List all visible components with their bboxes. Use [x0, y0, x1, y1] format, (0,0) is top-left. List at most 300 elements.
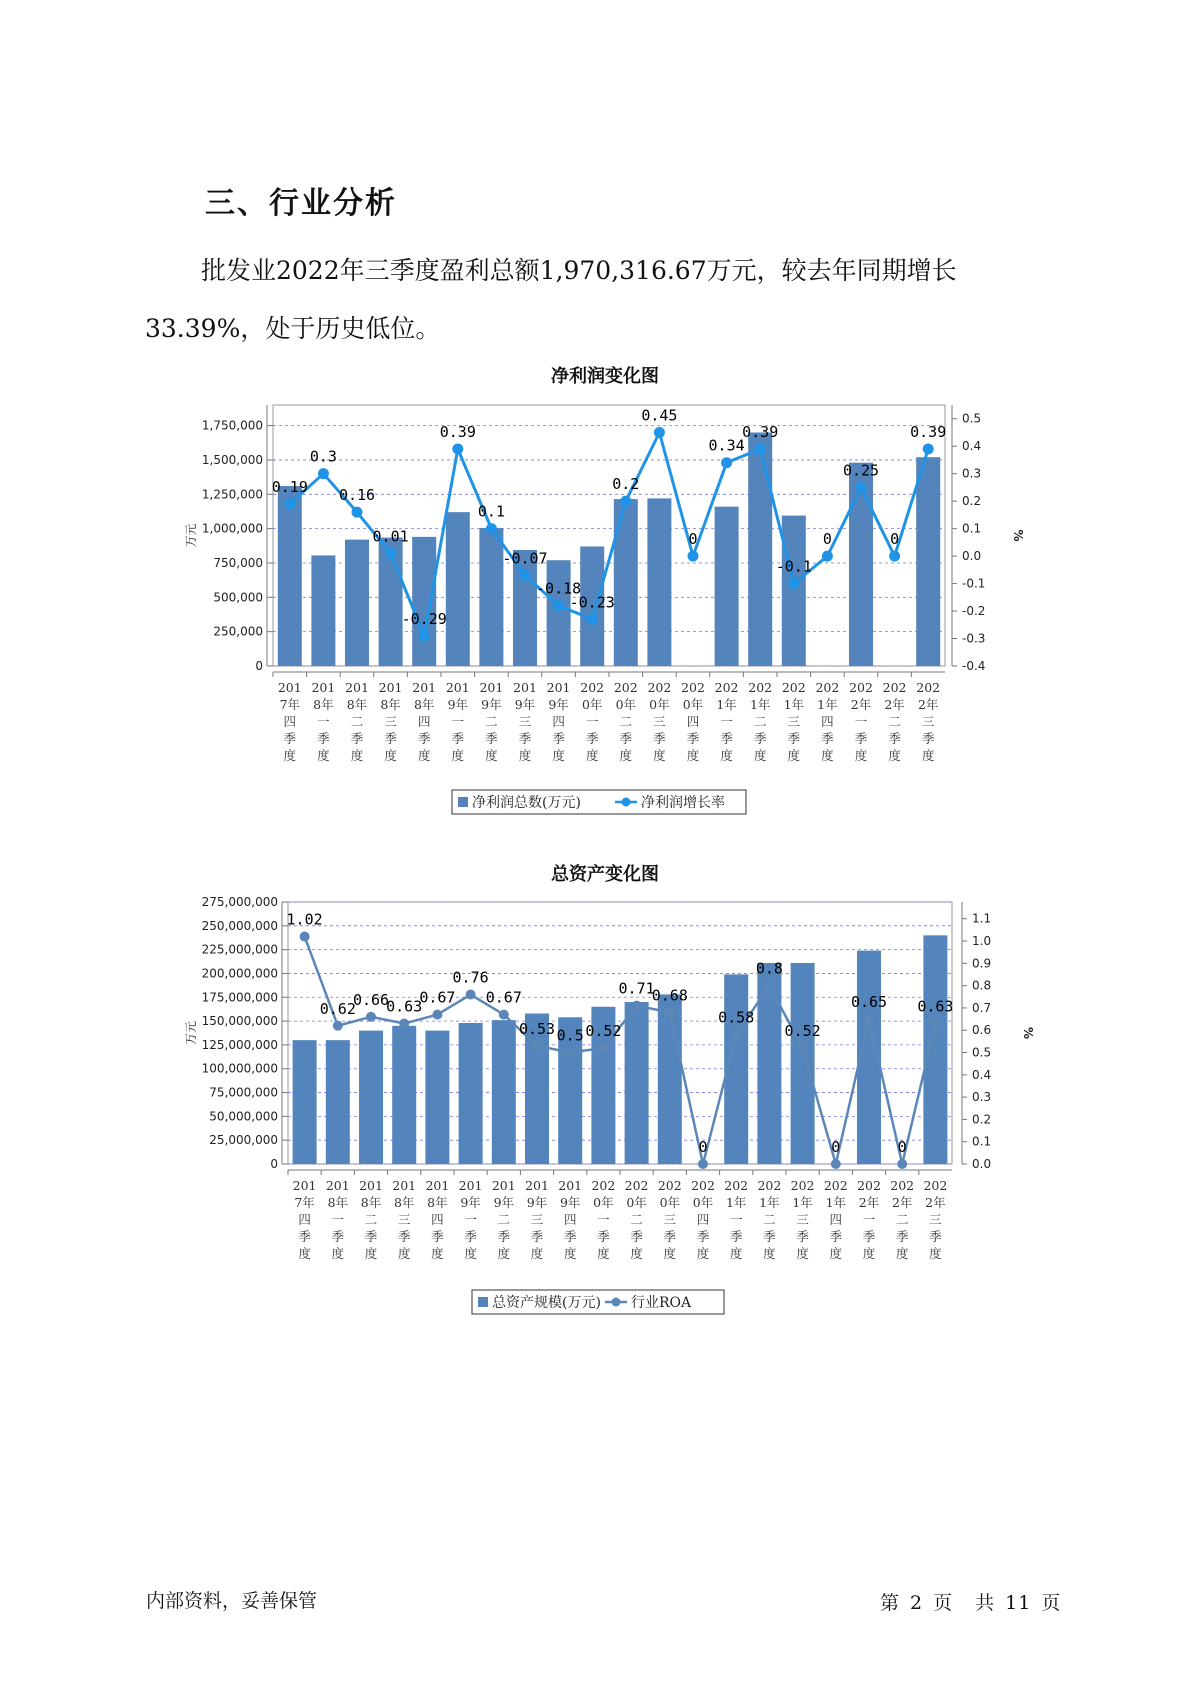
- ta-x-tick-label: 9年: [526, 1195, 548, 1210]
- ta-line-point: [764, 981, 774, 991]
- ta-x-tick-label: 0年: [659, 1195, 681, 1210]
- ta-y2-tick-label: 0.6: [972, 1023, 992, 1038]
- np-x-tick-label: 9年: [514, 697, 536, 712]
- np-x-tick-label: 度: [653, 748, 666, 763]
- np-x-tick-label: 季: [283, 731, 297, 746]
- np-x-tick-label: 度: [921, 748, 935, 763]
- np-x-tick-label: 201: [378, 680, 403, 695]
- ta-x-tick-label: 201: [558, 1178, 583, 1193]
- np-bar: [748, 432, 772, 666]
- page-number: 2: [910, 1592, 924, 1614]
- np-line-point: [822, 551, 833, 562]
- ta-data-label: 0.63: [386, 997, 423, 1016]
- ta-y2-tick-label: 1.1: [972, 911, 992, 926]
- np-line-point: [923, 443, 934, 454]
- ta-x-tick-label: 季: [397, 1229, 411, 1244]
- ta-x-tick-label: 一: [331, 1212, 345, 1227]
- np-line-point: [788, 578, 799, 589]
- ta-x-tick-label: 季: [763, 1229, 776, 1244]
- ta-x-tick-label: 201: [458, 1178, 483, 1193]
- ta-x-tick-label: 8年: [360, 1195, 382, 1210]
- np-x-tick-label: 度: [585, 748, 599, 763]
- ta-x-tick-label: 201: [491, 1178, 516, 1193]
- np-bar: [849, 463, 873, 666]
- np-line-point: [889, 551, 900, 562]
- np-x-tick-label: 201: [479, 680, 504, 695]
- np-x-tick-label: 201: [445, 680, 470, 695]
- np-y-tick-label: 1,000,000: [201, 521, 263, 536]
- np-bar: [647, 498, 671, 666]
- ta-bar: [658, 994, 682, 1164]
- ta-line-point: [831, 1159, 841, 1169]
- np-y2-tick-label: 0.4: [962, 439, 982, 454]
- ta-data-label: 0.8: [755, 959, 783, 978]
- ta-x-tick-label: 202: [823, 1178, 848, 1193]
- np-line-point: [654, 427, 665, 438]
- np-x-tick-label: 201: [546, 680, 571, 695]
- ta-x-tick-label: 度: [729, 1246, 743, 1261]
- np-y-tick-label: 250,000: [213, 624, 263, 639]
- np-x-tick-label: 季: [552, 731, 565, 746]
- ta-x-tick-label: 二: [630, 1212, 643, 1227]
- page-prefix: 第: [880, 1592, 901, 1614]
- footer-confidential: 内部资料，妥善保管: [146, 1590, 318, 1612]
- ta-y2-tick-label: 0.7: [972, 1000, 992, 1015]
- ta-x-tick-label: 度: [563, 1246, 577, 1261]
- ta-x-tick-label: 三: [397, 1212, 411, 1227]
- ta-line-point: [432, 1010, 442, 1020]
- ta-y2-tick-label: 0.8: [972, 978, 992, 993]
- np-x-tick-label: 2年: [917, 697, 939, 712]
- ta-x-tick-label: 201: [425, 1178, 450, 1193]
- np-x-tick-label: 202: [647, 680, 672, 695]
- ta-bar: [625, 1002, 649, 1164]
- ta-bar: [459, 1023, 483, 1164]
- np-y2-tick-label: 0.0: [962, 549, 982, 564]
- np-line-point: [520, 570, 531, 581]
- np-y-tick-label: 1,750,000: [201, 418, 263, 433]
- ta-data-label: 0.52: [784, 1022, 821, 1041]
- np-x-tick-label: 1年: [749, 697, 771, 712]
- np-x-tick-label: 一: [317, 714, 330, 729]
- ta-line-point: [499, 1010, 509, 1020]
- ta-x-tick-label: 8年: [427, 1195, 448, 1210]
- np-x-tick-label: 一: [854, 714, 868, 729]
- np-x-tick-label: 202: [580, 680, 605, 695]
- ta-data-label: 0.58: [718, 1008, 755, 1027]
- total-prefix: 共: [975, 1592, 996, 1614]
- ta-y2-tick-label: 0.9: [972, 956, 992, 971]
- ta-x-tick-label: 201: [525, 1178, 549, 1193]
- np-data-label: 0: [890, 530, 900, 549]
- ta-data-label: 0.62: [319, 999, 356, 1018]
- ta-legend-line-label: 行业ROA: [631, 1295, 692, 1311]
- ta-x-tick-label: 四: [696, 1212, 710, 1227]
- ta-bar: [492, 1020, 516, 1164]
- ta-line-point: [598, 1043, 608, 1053]
- np-y2-tick-label: -0.4: [962, 659, 986, 673]
- ta-x-tick-label: 一: [862, 1212, 876, 1227]
- np-x-tick-label: 季: [317, 731, 330, 746]
- np-legend-bar-swatch: [458, 797, 468, 807]
- ta-x-tick-label: 二: [895, 1212, 909, 1227]
- ta-x-tick-label: 季: [331, 1229, 345, 1244]
- ta-x-tick-label: 度: [895, 1246, 909, 1261]
- ta-x-tick-label: 一: [464, 1212, 477, 1227]
- np-x-tick-label: 季: [417, 731, 431, 746]
- np-x-tick-label: 四: [821, 714, 834, 729]
- np-x-tick-label: 三: [518, 714, 532, 729]
- np-x-tick-label: 度: [619, 748, 633, 763]
- ta-x-tick-label: 季: [464, 1229, 477, 1244]
- ta-y2-axis-label: %: [1021, 1026, 1035, 1040]
- ta-y2-tick-label: 0.0: [972, 1157, 992, 1171]
- np-data-label: 0.39: [910, 422, 947, 441]
- ta-data-label: 1.02: [286, 910, 323, 929]
- ta-x-tick-label: 季: [663, 1229, 677, 1244]
- np-y-tick-label: 750,000: [213, 555, 263, 570]
- ta-x-tick-label: 202: [757, 1178, 782, 1193]
- ta-y-tick-label: 200,000,000: [201, 966, 278, 981]
- np-x-tick-label: 季: [653, 731, 666, 746]
- ta-x-tick-label: 季: [696, 1229, 710, 1244]
- np-data-label: 0.45: [641, 406, 678, 425]
- ta-x-tick-label: 1年: [792, 1195, 813, 1210]
- ta-line-point: [532, 1041, 542, 1051]
- ta-x-tick-label: 202: [923, 1178, 948, 1193]
- ta-x-tick-label: 201: [292, 1178, 317, 1193]
- ta-data-label: 0: [897, 1138, 907, 1156]
- np-x-tick-label: 9年: [447, 697, 469, 712]
- np-bar: [446, 512, 470, 666]
- ta-y2-tick-label: 0.1: [972, 1134, 992, 1149]
- np-bar: [547, 560, 571, 666]
- ta-x-tick-label: 三: [929, 1212, 942, 1227]
- np-x-tick-label: 度: [317, 748, 330, 763]
- np-x-tick-label: 一: [720, 714, 733, 729]
- np-x-tick-label: 季: [821, 731, 834, 746]
- np-x-tick-label: 三: [384, 714, 397, 729]
- np-x-tick-label: 8年: [313, 697, 334, 712]
- ta-x-tick-label: 1年: [725, 1195, 747, 1210]
- ta-y-axis-label: 万元: [184, 1020, 198, 1046]
- np-x-tick-label: 201: [412, 680, 437, 695]
- ta-bar: [757, 963, 781, 1164]
- ta-y-tick-label: 50,000,000: [209, 1109, 278, 1124]
- np-y2-tick-label: -0.2: [962, 604, 986, 619]
- ta-legend-bar-swatch: [478, 1297, 488, 1307]
- np-data-label: 0.3: [309, 447, 337, 466]
- footer-page-info: [880, 1588, 1071, 1615]
- np-x-tick-label: 季: [720, 731, 733, 746]
- np-x-tick-label: 度: [384, 748, 397, 763]
- np-y-tick-label: 0: [255, 659, 263, 673]
- np-y2-tick-label: -0.3: [962, 631, 986, 646]
- ta-x-tick-label: 1年: [825, 1195, 847, 1210]
- np-x-tick-label: 一: [585, 714, 599, 729]
- np-line-point: [352, 507, 363, 518]
- ta-x-tick-label: 季: [530, 1229, 544, 1244]
- np-x-tick-label: 季: [686, 731, 700, 746]
- ta-x-tick-label: 201: [359, 1178, 383, 1193]
- np-x-tick-label: 度: [787, 748, 801, 763]
- np-bar: [782, 516, 806, 666]
- ta-data-label: 0.68: [651, 986, 688, 1005]
- ta-data-label: 0.76: [452, 968, 489, 987]
- ta-x-tick-label: 8年: [393, 1195, 415, 1210]
- np-y2-tick-label: 0.1: [962, 521, 982, 536]
- ta-x-tick-label: 季: [729, 1229, 743, 1244]
- np-x-tick-label: 0年: [682, 697, 704, 712]
- np-x-tick-label: 季: [585, 731, 599, 746]
- ta-x-tick-label: 二: [364, 1212, 378, 1227]
- ta-x-tick-label: 季: [364, 1229, 378, 1244]
- ta-y2-tick-label: 0.5: [972, 1045, 992, 1060]
- np-data-label: 0.01: [372, 527, 409, 546]
- ta-y-tick-label: 100,000,000: [201, 1061, 278, 1076]
- ta-line-point: [399, 1019, 409, 1029]
- np-legend-bar-label: 净利润总数(万元): [472, 795, 581, 811]
- total-suffix: 页: [1041, 1592, 1062, 1614]
- ta-y-tick-label: 25,000,000: [209, 1133, 278, 1148]
- ta-data-label: 0.71: [618, 979, 655, 998]
- np-y2-tick-label: 0.5: [962, 411, 982, 426]
- np-x-tick-label: 202: [916, 680, 941, 695]
- np-x-tick-label: 季: [350, 731, 364, 746]
- np-x-tick-label: 9年: [548, 697, 569, 712]
- ta-x-tick-label: 度: [364, 1246, 378, 1261]
- np-line-point: [385, 548, 396, 559]
- np-x-tick-label: 二: [753, 714, 767, 729]
- ta-y-tick-label: 275,000,000: [201, 895, 278, 909]
- ta-bar: [293, 1040, 317, 1164]
- np-x-tick-label: 0年: [615, 697, 637, 712]
- ta-x-tick-label: 四: [298, 1212, 311, 1227]
- ta-x-tick-label: 度: [530, 1246, 544, 1261]
- ta-x-tick-label: 2年: [891, 1195, 913, 1210]
- np-data-label: 0.1: [477, 502, 505, 521]
- ta-x-tick-label: 季: [630, 1229, 643, 1244]
- np-x-tick-label: 季: [921, 731, 935, 746]
- ta-x-tick-label: 季: [298, 1229, 311, 1244]
- ta-y-tick-label: 225,000,000: [201, 942, 278, 957]
- np-line-point: [452, 443, 463, 454]
- ta-x-tick-label: 季: [497, 1229, 511, 1244]
- np-data-label: 0.16: [338, 486, 376, 505]
- np-x-tick-label: 0年: [649, 697, 670, 712]
- ta-x-tick-label: 度: [929, 1246, 942, 1261]
- np-x-tick-label: 2年: [884, 697, 905, 712]
- np-x-tick-label: 7年: [279, 697, 301, 712]
- ta-x-tick-label: 度: [862, 1246, 876, 1261]
- np-x-tick-label: 四: [686, 714, 700, 729]
- np-bar: [715, 507, 739, 666]
- ta-line-point: [565, 1048, 575, 1058]
- ta-y2-tick-label: 0.4: [972, 1067, 992, 1082]
- np-y-tick-label: 500,000: [213, 590, 263, 605]
- np-x-tick-label: 202: [815, 680, 840, 695]
- np-x-tick-label: 度: [485, 748, 498, 763]
- ta-x-tick-label: 季: [829, 1229, 843, 1244]
- np-x-tick-label: 1年: [716, 697, 737, 712]
- paragraph-line-2: 33.39%，处于历史低位。: [145, 314, 441, 343]
- np-x-tick-label: 三: [787, 714, 801, 729]
- ta-x-tick-label: 三: [796, 1212, 809, 1227]
- ta-x-tick-label: 7年: [294, 1195, 315, 1210]
- ta-x-tick-label: 2年: [858, 1195, 880, 1210]
- ta-x-tick-label: 四: [563, 1212, 577, 1227]
- np-x-tick-label: 201: [311, 680, 336, 695]
- ta-data-label: 0: [831, 1138, 841, 1156]
- ta-legend-bar-label: 总资产规模(万元): [492, 1295, 601, 1311]
- ta-x-tick-label: 0年: [692, 1195, 714, 1210]
- np-y2-axis-label: %: [1011, 529, 1025, 542]
- ta-data-label: 0: [698, 1138, 708, 1156]
- np-line-point: [284, 498, 295, 509]
- ta-x-tick-label: 2年: [925, 1195, 946, 1210]
- ta-data-label: 0.67: [485, 988, 522, 1007]
- ta-x-tick-label: 度: [829, 1246, 843, 1261]
- ta-line-point: [665, 1007, 675, 1017]
- np-line-point: [318, 468, 329, 479]
- np-line-point: [755, 443, 766, 454]
- ta-bar: [326, 1040, 350, 1164]
- ta-x-tick-label: 度: [696, 1246, 710, 1261]
- np-data-label: 0: [688, 530, 698, 549]
- np-x-tick-label: 季: [787, 731, 801, 746]
- ta-y-tick-label: 150,000,000: [201, 1014, 278, 1029]
- ta-y-tick-label: 75,000,000: [209, 1085, 278, 1100]
- np-data-label: -0.07: [502, 549, 548, 568]
- ta-x-tick-label: 202: [691, 1178, 715, 1193]
- np-line-point: [620, 496, 631, 507]
- ta-data-label: 0.52: [585, 1022, 622, 1041]
- ta-line-point: [632, 1001, 642, 1011]
- np-x-tick-label: 季: [485, 731, 498, 746]
- np-line-point: [587, 614, 598, 625]
- ta-x-tick-label: 202: [657, 1178, 682, 1193]
- ta-x-tick-label: 202: [857, 1178, 881, 1193]
- ta-y2-tick-label: 1.0: [972, 934, 992, 949]
- np-x-tick-label: 四: [283, 714, 297, 729]
- np-x-tick-label: 度: [552, 748, 565, 763]
- ta-x-tick-label: 度: [796, 1246, 809, 1261]
- ta-x-tick-label: 度: [630, 1246, 643, 1261]
- ta-line-point: [864, 1014, 874, 1024]
- ta-x-tick-label: 1年: [759, 1195, 780, 1210]
- np-bar: [311, 555, 335, 666]
- np-data-label: 0.39: [742, 422, 779, 441]
- ta-line-point: [930, 1019, 940, 1029]
- np-x-tick-label: 二: [888, 714, 901, 729]
- np-x-tick-label: 度: [821, 748, 834, 763]
- np-x-tick-label: 1年: [817, 697, 838, 712]
- np-bar: [614, 499, 638, 666]
- np-x-tick-label: 度: [350, 748, 364, 763]
- ta-y-tick-label: 125,000,000: [201, 1037, 278, 1052]
- ta-x-tick-label: 季: [563, 1229, 577, 1244]
- ta-x-tick-label: 202: [890, 1178, 915, 1193]
- ta-line-point: [798, 1043, 808, 1053]
- np-x-tick-label: 二: [485, 714, 498, 729]
- np-legend-line-marker: [622, 798, 631, 807]
- ta-x-tick-label: 201: [392, 1178, 417, 1193]
- ta-x-tick-label: 季: [796, 1229, 809, 1244]
- np-x-tick-label: 202: [781, 680, 806, 695]
- np-line-point: [856, 482, 867, 493]
- ta-y2-tick-label: 0.3: [972, 1090, 992, 1105]
- ta-bar: [425, 1031, 449, 1164]
- np-x-tick-label: 201: [345, 680, 369, 695]
- np-x-tick-label: 四: [417, 714, 431, 729]
- ta-x-tick-label: 度: [464, 1246, 477, 1261]
- np-bar: [412, 537, 436, 666]
- np-y-axis-label: 万元: [184, 523, 198, 548]
- ta-data-label: 0.5: [556, 1026, 584, 1045]
- np-x-tick-label: 二: [619, 714, 633, 729]
- np-x-tick-label: 三: [653, 714, 666, 729]
- ta-line-point: [897, 1159, 907, 1169]
- ta-x-tick-label: 度: [331, 1246, 345, 1261]
- np-x-tick-label: 季: [384, 731, 397, 746]
- ta-x-tick-label: 202: [624, 1178, 649, 1193]
- ta-x-tick-label: 度: [763, 1246, 776, 1261]
- paragraph-line-1: 批发业2022年三季度盈利总额1,970,316.67万元，较去年同期增长: [201, 256, 957, 285]
- ta-x-tick-label: 9年: [559, 1195, 581, 1210]
- np-y2-tick-label: 0.3: [962, 466, 982, 481]
- ta-x-tick-label: 度: [431, 1246, 444, 1261]
- np-bar: [916, 457, 940, 666]
- np-x-tick-label: 8年: [380, 697, 401, 712]
- ta-x-tick-label: 季: [431, 1229, 444, 1244]
- np-x-tick-label: 201: [513, 680, 537, 695]
- np-x-tick-label: 度: [283, 748, 297, 763]
- np-x-tick-label: 2年: [850, 697, 872, 712]
- ta-x-tick-label: 四: [829, 1212, 843, 1227]
- ta-y-tick-label: 0: [270, 1157, 278, 1171]
- ta-data-label: 0.67: [419, 988, 456, 1007]
- np-x-tick-label: 度: [854, 748, 868, 763]
- ta-x-tick-label: 季: [862, 1229, 876, 1244]
- np-x-tick-label: 季: [753, 731, 767, 746]
- ta-line-point: [698, 1159, 708, 1169]
- ta-x-tick-label: 一: [597, 1212, 610, 1227]
- np-x-tick-label: 季: [619, 731, 633, 746]
- np-x-tick-label: 三: [921, 714, 935, 729]
- ta-x-tick-label: 8年: [327, 1195, 349, 1210]
- ta-x-tick-label: 202: [790, 1178, 815, 1193]
- ta-bar: [359, 1031, 383, 1164]
- ta-x-tick-label: 度: [298, 1246, 311, 1261]
- ta-y-tick-label: 175,000,000: [201, 990, 278, 1005]
- np-line-point: [486, 523, 497, 534]
- ta-data-label: 0.63: [917, 997, 954, 1016]
- ta-data-label: 0.53: [518, 1019, 556, 1038]
- section-heading: 三、行业分析: [205, 186, 397, 221]
- chart-title-total-assets: 总资产变化图: [551, 864, 659, 885]
- page-suffix: 页: [933, 1592, 954, 1614]
- np-bar: [278, 486, 302, 666]
- ta-bar: [791, 963, 815, 1164]
- chart-title-net-profit: 净利润变化图: [551, 366, 659, 387]
- np-x-tick-label: 202: [681, 680, 705, 695]
- ta-y2-tick-label: 0.2: [972, 1112, 992, 1127]
- ta-x-tick-label: 二: [497, 1212, 511, 1227]
- ta-x-tick-label: 三: [530, 1212, 544, 1227]
- np-x-tick-label: 202: [849, 680, 873, 695]
- ta-line-point: [366, 1012, 376, 1022]
- np-data-label: -0.18: [536, 579, 582, 598]
